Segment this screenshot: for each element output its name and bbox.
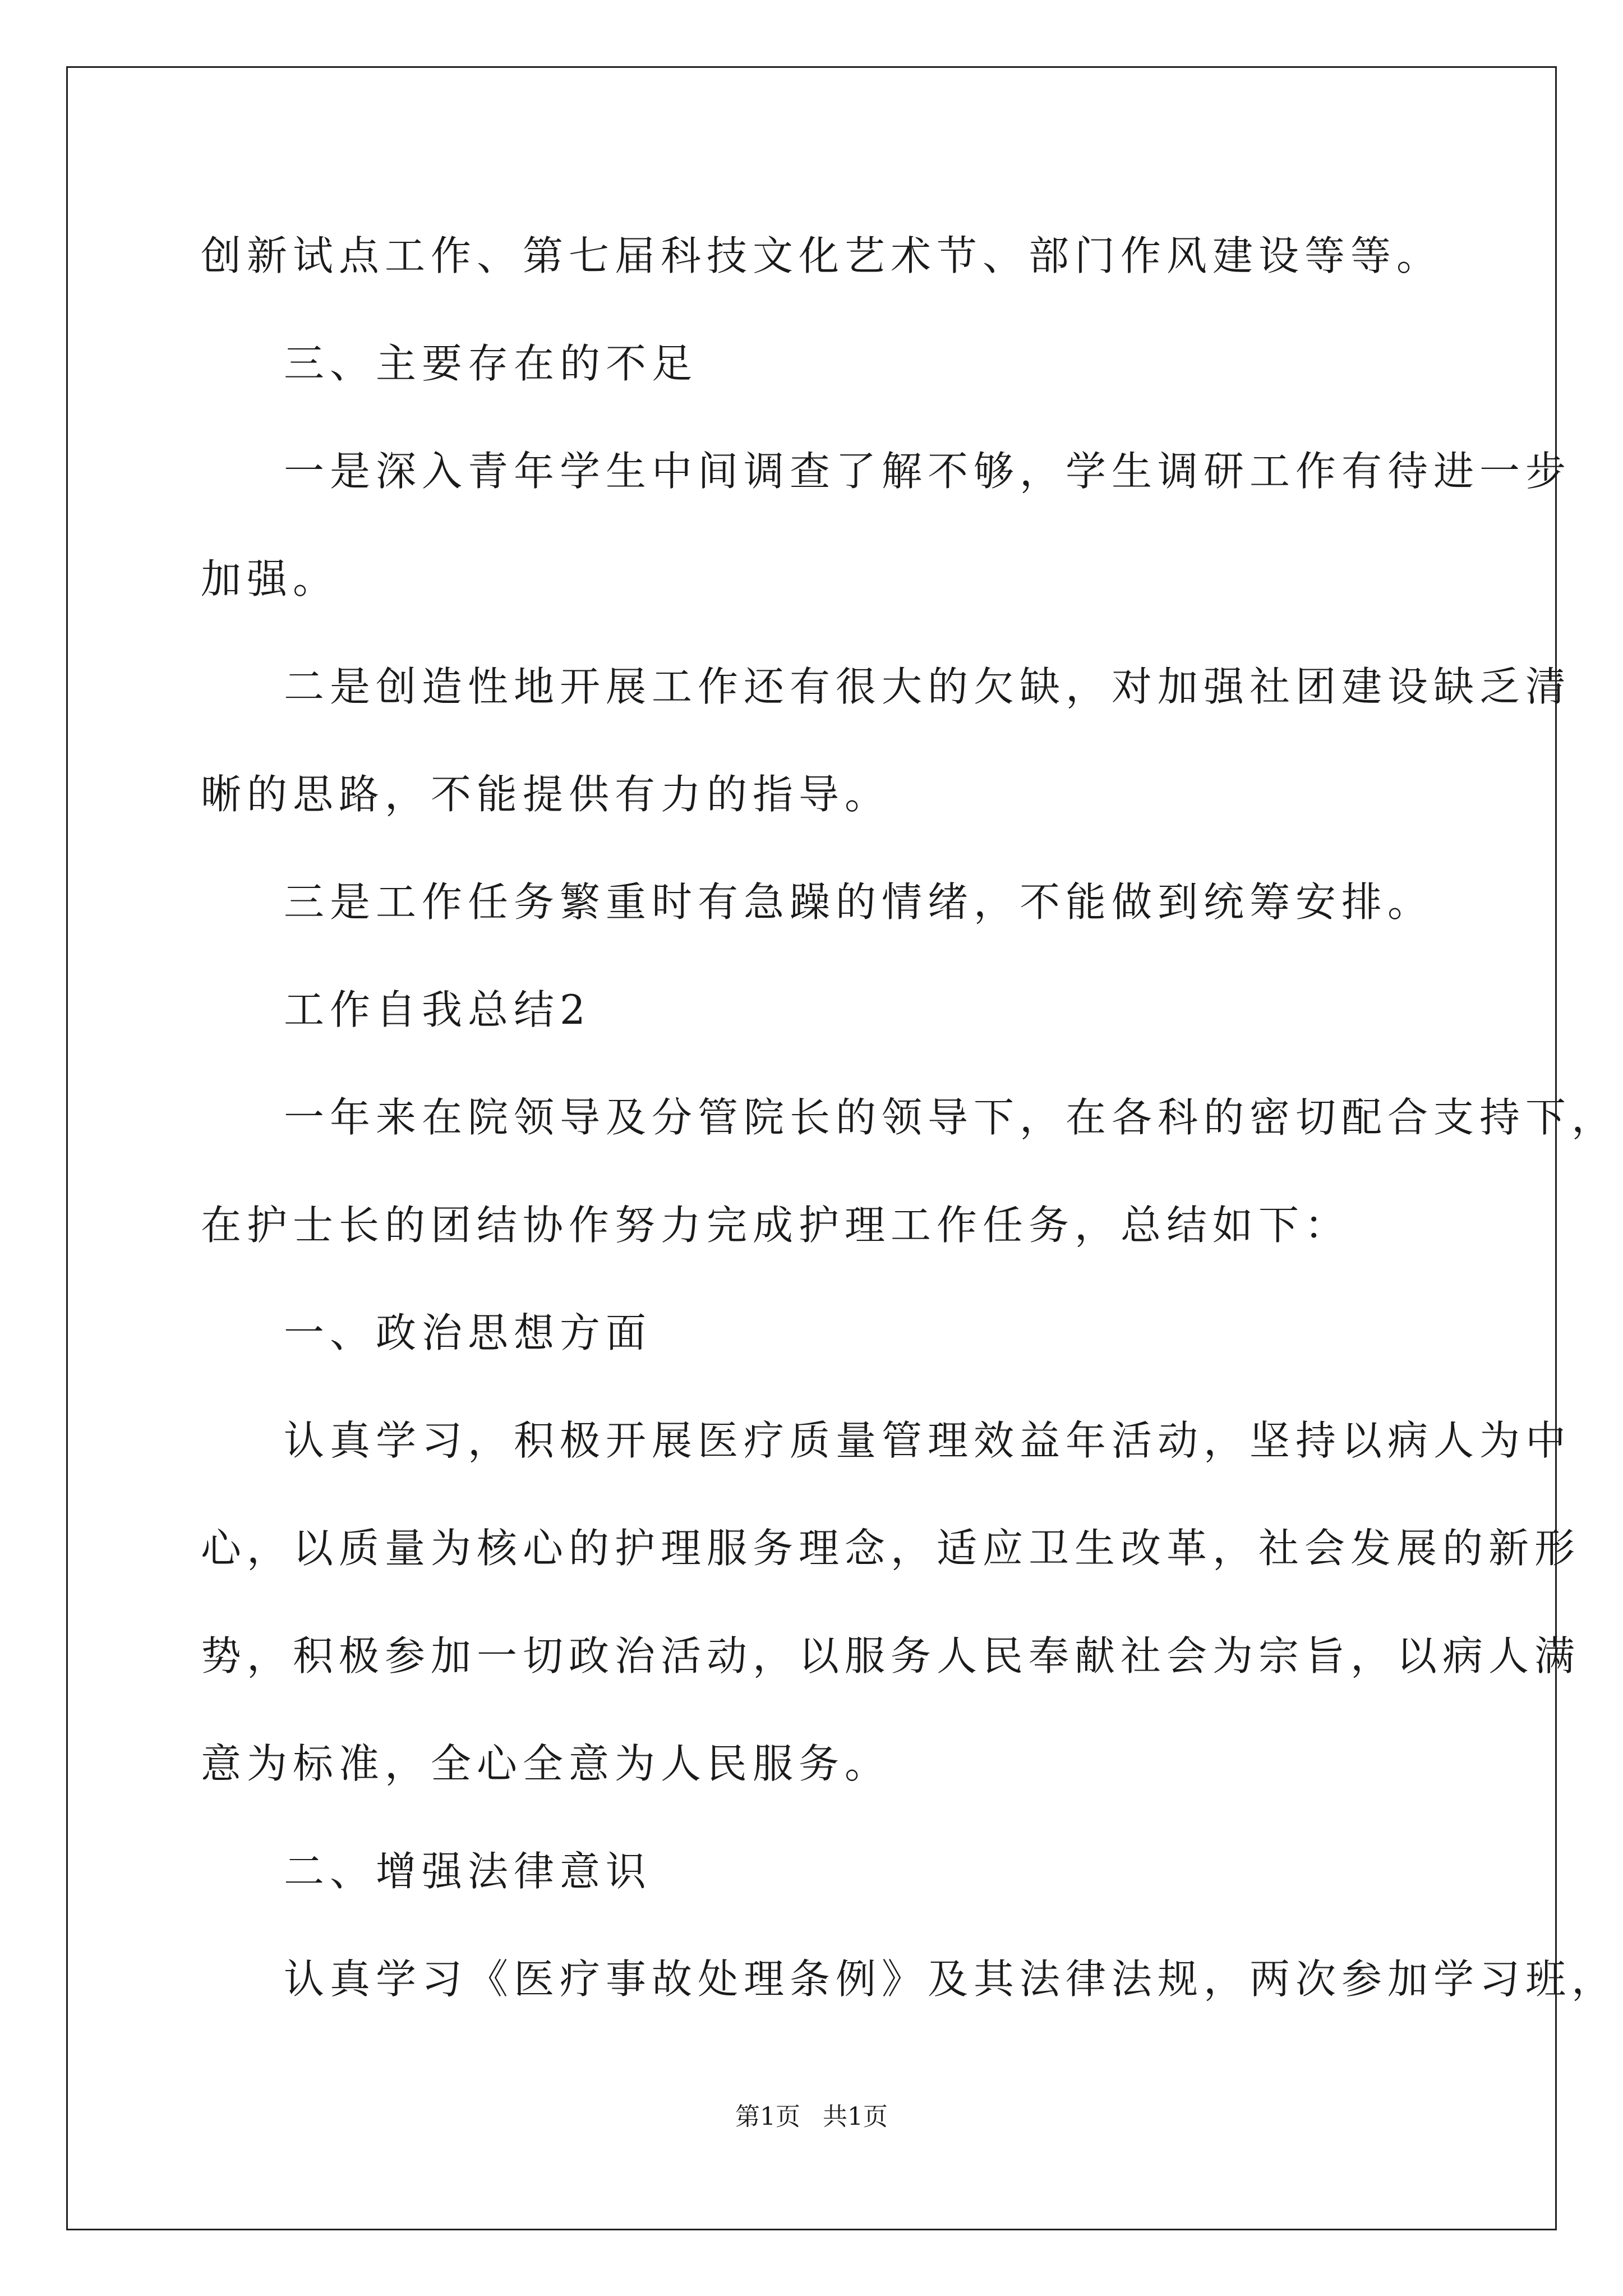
- text-line: 势，积极参加一切政治活动，以服务人民奉献社会为宗旨，以病人满: [201, 1632, 1581, 1680]
- text-line: 一年来在院领导及分管院长的领导下，在各科的密切配合支持下，: [284, 1094, 1618, 1141]
- text-line: 意为标准，全心全意为人民服务。: [201, 1740, 891, 1787]
- section-heading: 一、政治思想方面: [284, 1309, 652, 1356]
- section-heading: 二、增强法律意识: [284, 1848, 652, 1895]
- page-number-total: 共1页: [823, 2102, 888, 2131]
- text-line: 二是创造性地开展工作还有很大的欠缺，对加强社团建设缺乏清: [284, 663, 1572, 710]
- page-number-current: 第1页: [735, 2102, 800, 2131]
- document-body: [201, 202, 1618, 2033]
- text-line: 创新试点工作、第七届科技文化艺术节、部门作风建设等等。: [201, 232, 1443, 279]
- text-line: 认真学习《医疗事故处理条例》及其法律法规，两次参加学习班，: [284, 1955, 1618, 2003]
- text-line: 三是工作任务繁重时有急躁的情绪，不能做到统筹安排。: [284, 878, 1434, 926]
- text-line: 一是深入青年学生中间调查了解不够，学生调研工作有待进一步: [284, 448, 1572, 495]
- text-line: 心，以质量为核心的护理服务理念，适应卫生改革，社会发展的新形: [201, 1525, 1581, 1572]
- section-title: 工作自我总结2: [284, 986, 591, 1033]
- section-heading: 三、主要存在的不足: [284, 340, 698, 387]
- text-line: 晰的思路，不能提供有力的指导。: [201, 771, 891, 818]
- text-line: 加强。: [201, 555, 339, 602]
- text-line: 在护士长的团结协作努力完成护理工作任务，总结如下：: [201, 1202, 1351, 1249]
- text-line: 认真学习，积极开展医疗质量管理效益年活动，坚持以病人为中: [284, 1417, 1572, 1464]
- page-footer: [0, 2100, 1623, 2134]
